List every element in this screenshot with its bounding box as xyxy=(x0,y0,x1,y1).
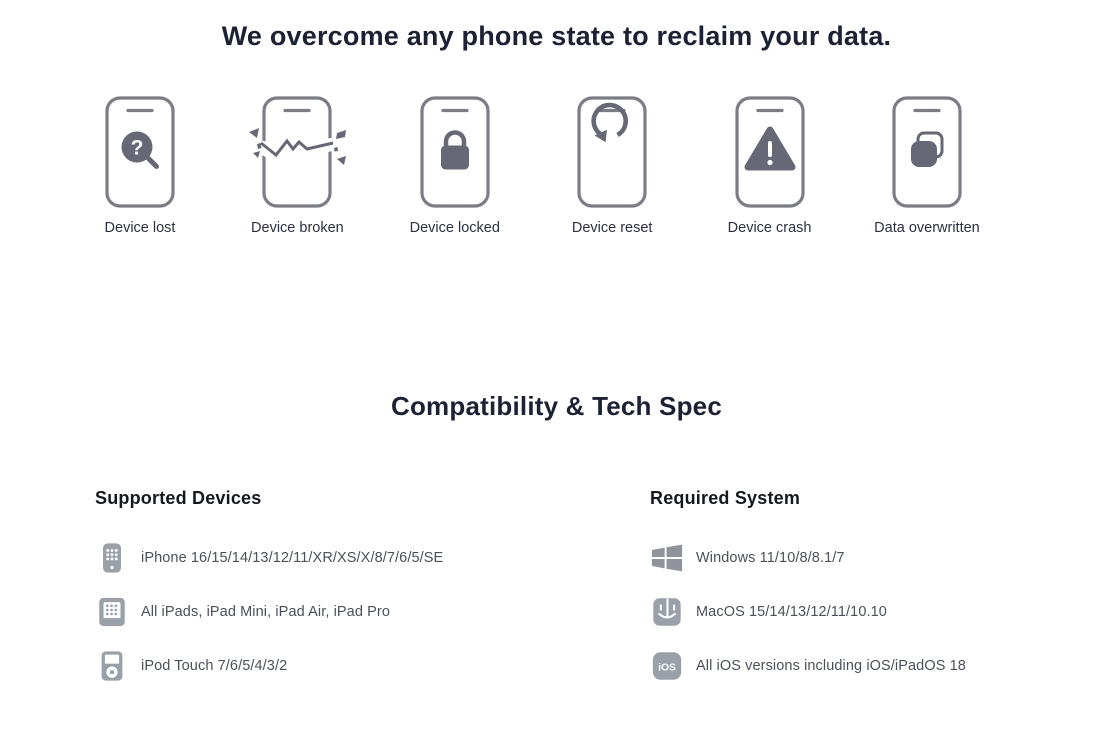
state-device-lost xyxy=(70,96,210,236)
warning-triangle-icon xyxy=(735,96,805,208)
state-label: Device broken xyxy=(251,220,344,237)
required-system-column xyxy=(650,488,1010,701)
spec-section xyxy=(0,391,1113,701)
state-device-reset xyxy=(542,96,682,236)
list-item-text: Windows 11/10/8/8.1/7 xyxy=(696,550,845,567)
overlapping-squares-icon xyxy=(892,96,962,208)
list-item xyxy=(95,647,650,685)
state-label: Data overwritten xyxy=(874,220,980,237)
hero-section xyxy=(0,0,1113,236)
list-item xyxy=(95,539,650,577)
padlock-icon xyxy=(420,96,490,208)
list-item xyxy=(650,593,1010,631)
ios-badge-icon xyxy=(650,648,684,684)
state-label: Device locked xyxy=(409,220,500,237)
list-item-text: iPod Touch 7/6/5/4/3/2 xyxy=(141,658,288,675)
state-data-overwritten xyxy=(857,96,997,236)
list-item xyxy=(95,593,650,631)
column-heading: Supported Devices xyxy=(95,488,262,509)
list-item xyxy=(650,647,1010,685)
list-item xyxy=(650,539,1010,577)
state-label: Device reset xyxy=(571,220,653,237)
list-item-text: MacOS 15/14/13/12/11/10.10 xyxy=(696,604,887,621)
column-heading: Required System xyxy=(650,488,801,509)
supported-devices-column xyxy=(95,488,650,701)
ipod-icon xyxy=(95,648,129,684)
spec-title: Compatibility & Tech Spec xyxy=(390,391,722,422)
windows-icon xyxy=(650,540,684,576)
state-label: Device lost xyxy=(104,220,176,237)
list-item-text: All iOS versions including iOS/iPadOS 18 xyxy=(696,658,966,675)
state-device-crash xyxy=(700,96,840,236)
spec-grid xyxy=(95,488,1010,701)
state-label: Device crash xyxy=(727,220,812,237)
macos-finder-icon xyxy=(650,594,684,630)
state-device-locked xyxy=(385,96,525,236)
ipad-icon xyxy=(95,594,129,630)
list-item-text: All iPads, iPad Mini, iPad Air, iPad Pro xyxy=(141,604,391,621)
reset-arrow-icon xyxy=(577,96,647,208)
hero-title: We overcome any phone state to reclaim your data. xyxy=(221,21,892,51)
list-item-text: iPhone 16/15/14/13/12/11/XR/XS/X/8/7/6/5/SE xyxy=(141,550,444,567)
svg-text:?: ? xyxy=(130,136,144,160)
lost-magnifier-icon xyxy=(105,96,175,208)
state-device-broken xyxy=(227,96,367,236)
device-states-row xyxy=(70,96,997,236)
svg-text:iOS: iOS xyxy=(658,662,676,674)
broken-crack-icon xyxy=(245,96,349,208)
iphone-icon xyxy=(95,540,129,576)
